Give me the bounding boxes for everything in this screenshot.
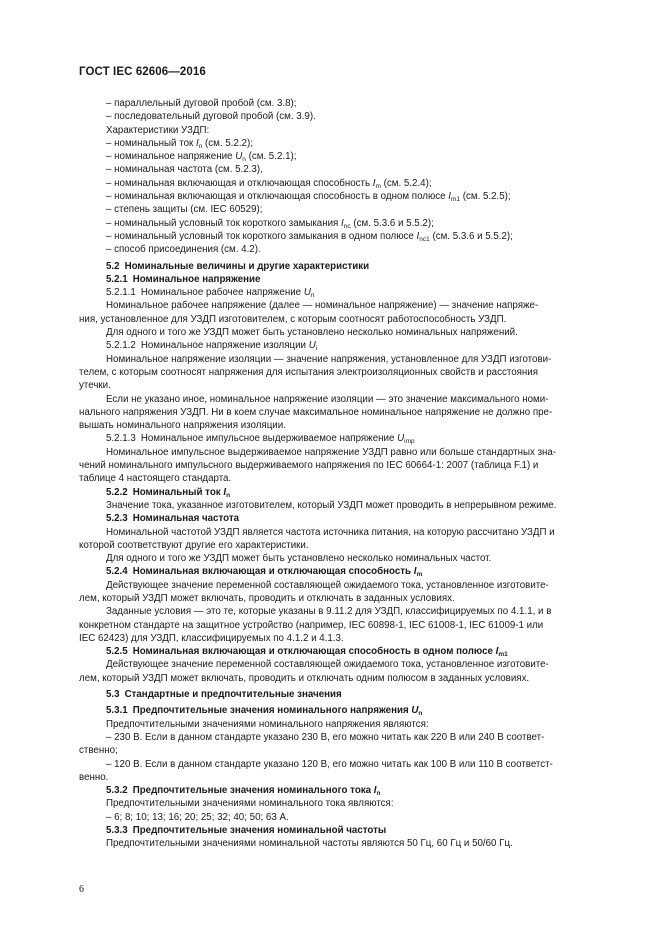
characteristic-item: – номинальный ток $I_n$ (см. 5.2.2);: [106, 137, 253, 150]
characteristic-item: – номинальная включающая и отключающая способность в одном полюсе $I_{m1}$ (см. 5.2.5);: [106, 191, 511, 204]
section-heading-5-2-3: 5.2.3 Номинальная частота: [106, 513, 240, 525]
paragraph-line: телем, с которым соотносят напряжения для испытания электроизоляционных свойств и расстояния: [79, 366, 539, 378]
section-heading-5-3-2: 5.3.2 Предпочтительные значения номинального тока $I_n$: [106, 785, 381, 798]
page-number: 6: [79, 884, 84, 895]
section-heading-5-2-1-1: 5.2.1.1 Номинальное рабочее напряжение $U_n$: [106, 287, 315, 300]
paragraph-line: которой соответствуют другие его характеристики.: [79, 539, 309, 551]
paragraph-line: Если не указано иное, номинальное напряжение изоляции — это значение максимального номи-: [106, 393, 549, 405]
document-body: [79, 97, 579, 851]
paragraph-line: вышать номинального напряжения изоляции.: [79, 420, 286, 432]
paragraph-line: нального напряжения УЗДП. Ни в коем случае максимальное номинальное напряжение не должно пре-: [79, 406, 553, 418]
paragraph-line: IEC 62423) для УЗДП, классифицируемых по 4.1.2 и 4.1.3.: [79, 632, 344, 644]
paragraph-line: утечки.: [79, 380, 111, 392]
characteristic-item: – номинальное напряжение $U_n$ (см. 5.2.1);: [106, 151, 297, 164]
paragraph-line: конкретном стандарте на защитное устройство (например, IEC 60898-1, IEC 61008-1, IEC 61009-1 или: [79, 619, 544, 631]
characteristic-item: – номинальный условный ток короткого замыкания $I_{nc}$ (см. 5.3.6 и 5.5.2);: [106, 217, 434, 230]
paragraph-line: Номинальное напряжение изоляции — значение напряжения, установленное для УЗДП изготови-: [106, 353, 552, 365]
paragraph-line: Предпочтительными значениями номинального тока являются:: [106, 798, 394, 810]
characteristics-list: [79, 137, 579, 257]
section-heading-5-2-2: 5.2.2 Номинальный ток $I_n$: [106, 486, 231, 499]
paragraph-line: лем, который УЗДП может включать, проводить и отключать одним полюсом в заданных условиях.: [79, 672, 530, 684]
paragraph-line: Значение тока, указанное изготовителем, который УЗДП может проводить в непрерывном режиме.: [106, 499, 557, 511]
list-item: – 120 В. Если в данном стандарте указано 120 В, его можно читать как 100 В или 110 В соответст-: [106, 758, 553, 770]
list-item: – 230 В. Если в данном стандарте указано 230 В, его можно читать как 220 В или 240 В соответ-: [106, 731, 545, 743]
section-heading-5-3-3: 5.3.3 Предпочтительные значения номинальной частоты: [106, 825, 387, 837]
characteristic-item: – номинальный условный ток короткого замыкания в одном полюсе $I_{nc1}$ (см. 5.3.6 и 5.5.2);: [106, 230, 513, 243]
section-heading-5-2-4: 5.2.4 Номинальная включающая и отключающая способность $I_m$: [106, 566, 423, 579]
list-item: – 6; 8; 10; 13; 16; 20; 25; 32; 40; 50; 63 А.: [106, 811, 289, 823]
paragraph-line: венно.: [79, 771, 109, 783]
section-heading-5-2: 5.2 Номинальные величины и другие характеристики: [106, 260, 370, 272]
paragraph-line: Действующее значение переменной составляющей ожидаемого тока, установленное изготовите-: [106, 659, 549, 671]
characteristic-item: – способ присоединения (см. 4.2).: [106, 244, 261, 256]
section-heading-5-2-5: 5.2.5 Номинальная включающая и отключающая способность в одном полюсе $I_{m1}$: [106, 646, 508, 659]
list-item: – параллельный дуговой пробой (см. 3.8);: [106, 98, 297, 109]
paragraph-line: Предпочтительными значениями номинальной частоты являются 50 Гц, 60 Гц и 50/60 Гц.: [106, 838, 513, 850]
paragraph-line: Номинальное импульсное выдерживаемое напряжение УЗДП равно или больше стандартных зна-: [106, 446, 557, 458]
characteristic-item: – номинальная частота (см. 5.2.3),: [106, 164, 263, 176]
paragraph-line: Заданные условия — это те, которые указаны в 9.11.2 для УЗДП, классифицируемых по 4.1.1, и в: [106, 606, 552, 618]
section-heading-5-3-1: 5.3.1 Предпочтительные значения номинального напряжения $U_n$: [106, 705, 423, 718]
characteristic-item: – номинальная включающая и отключающая способность $I_m$ (см. 5.2.4);: [106, 177, 432, 190]
characteristics-title: Характеристики УЗДП:: [106, 124, 210, 136]
paragraph-line: Номинальное рабочее напряжение (далее — номинальное напряжение) — значение напряже-: [106, 300, 539, 312]
paragraph-line: Для одного и того же УЗДП может быть установлено несколько номинальных частот.: [106, 553, 492, 565]
paragraph-line: чений номинального импульсного выдерживаемого напряжения по IEC 60664-1: 2007 (таблица F.1) и: [79, 460, 539, 472]
paragraph-line: Для одного и того же УЗДП может быть установлено несколько номинальных напряжений.: [106, 327, 518, 339]
paragraph-line: лем, который УЗДП может включать, проводить и отключать в заданных условиях.: [79, 592, 455, 604]
paragraph-line: Предпочтительными значениями номинального напряжения являются:: [106, 718, 429, 730]
paragraph-line: ственно;: [79, 745, 118, 757]
section-heading-5-2-1: 5.2.1 Номинальное напряжение: [106, 273, 261, 285]
page-header: ГОСТ IEC 62606—2016: [79, 66, 206, 78]
paragraph-line: таблице 4 настоящего стандарта.: [79, 473, 232, 485]
section-heading-5-2-1-3: 5.2.1.3 Номинальное импульсное выдерживаемое напряжение $U_{imp}$: [106, 433, 415, 446]
characteristic-item: – степень защиты (см. IEC 60529);: [106, 204, 263, 216]
paragraph-line: Действующее значение переменной составляющей ожидаемого тока, установленное изготовите-: [106, 579, 549, 591]
list-item: – последовательный дуговой пробой (см. 3.9).: [106, 111, 316, 123]
paragraph-line: ния, установленное для УЗДП изготовителем, с которым соотносят работоспособность УЗДП.: [79, 313, 507, 325]
section-heading-5-3: 5.3 Стандартные и предпочтительные значения: [106, 689, 342, 701]
section-heading-5-2-1-2: 5.2.1.2 Номинальное напряжение изоляции $U_i$: [106, 340, 318, 353]
paragraph-line: Номинальной частотой УЗДП является частота источника питания, на которую рассчитано УЗДП и: [106, 526, 555, 538]
